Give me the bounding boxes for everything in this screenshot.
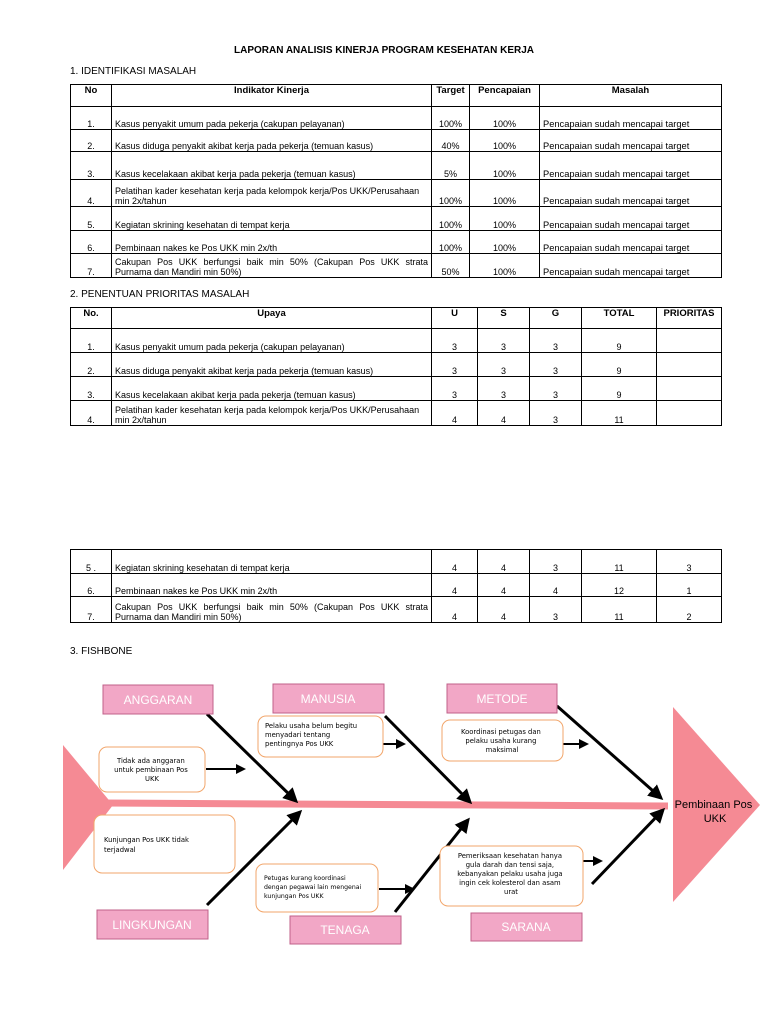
col-header-pencapaian: Pencapaian [470,85,540,107]
row-pencapaian: 100% [470,152,540,180]
identifikasi-masalah-table [70,84,722,278]
cause-line: Petugas kurang koordinasi [264,875,346,882]
category-label-anggaran: ANGGARAN [123,693,193,707]
row-no: 7. [71,597,112,623]
effect-line: Pembinaan Pos [674,799,753,811]
category-label-metode: METODE [476,692,528,706]
row-s: 4 [478,597,530,623]
table-row [71,574,722,597]
row-indikator: Pembinaan nakes ke Pos UKK min 2x/th [112,231,432,254]
row-total: 11 [582,401,657,426]
row-upaya: Kasus penyakit umum pada pekerja (cakupan pelayanan) [112,329,432,353]
row-no: 3. [71,377,112,401]
row-masalah: Pencapaian sudah mencapai target [540,254,722,278]
row-total: 11 [582,550,657,574]
col-header-no: No [71,85,112,107]
row-upaya: Kasus kecelakaan akibat kerja pada pekerja (temuan kasus) [112,377,432,401]
row-no: 4. [71,401,112,426]
table-row [71,130,722,152]
col-header-g: G [530,308,582,329]
category-label-sarana: SARANA [501,920,551,934]
row-no: 1. [71,329,112,353]
cause-line: untuk pembinaan Pos [114,766,188,774]
row-no: 5 . [71,550,112,574]
row-no: 3. [71,152,112,180]
cause-line: UKK [145,775,159,783]
col-header-prioritas: PRIORITAS [657,308,722,329]
col-header-s: S [478,308,530,329]
table-row [71,180,722,207]
row-target: 100% [432,107,470,130]
row-g: 3 [530,353,582,377]
report-title: LAPORAN ANALISIS KINERJA PROGRAM KESEHATAN KERJA [233,45,535,56]
cause-line: pelaku usaha kurang [465,737,537,745]
cause-line: gula darah dan tensi saja, [465,861,555,869]
table-row [71,231,722,254]
cause-line: Kunjungan Pos UKK tidak [104,836,189,844]
row-total: 9 [582,329,657,353]
row-s: 3 [478,353,530,377]
cause-box-lingkungan [94,815,235,873]
row-target: 40% [432,130,470,152]
col-header-u: U [432,308,478,329]
row-u: 4 [432,597,478,623]
row-masalah: Pencapaian sudah mencapai target [540,231,722,254]
row-g: 3 [530,401,582,426]
section-fishbone-heading: 3. FISHBONE [70,646,133,657]
cause-line: Pemeriksaan kesehatan hanya [457,852,562,860]
row-no: 2. [71,130,112,152]
cause-line: kebanyakan pelaku usaha juga [457,870,563,878]
row-g: 3 [530,377,582,401]
row-target: 5% [432,152,470,180]
table-row [71,597,722,623]
table-header-row [71,308,722,329]
row-indikator: Cakupan Pos UKK berfungsi baik min 50% (Cakupan Pos UKK strata Purnama dan Mandiri min 50%) [112,254,432,278]
table-row [71,254,722,278]
cause-line: Koordinasi petugas dan [461,728,541,736]
cause-line: kunjungan Pos UKK [264,893,324,900]
row-prioritas: 1 [657,574,722,597]
bone-metode [557,706,661,798]
row-g: 3 [530,550,582,574]
row-masalah: Pencapaian sudah mencapai target [540,130,722,152]
col-header-upaya: Upaya [112,308,432,329]
fishbone-spine [100,803,668,806]
table-row [71,377,722,401]
row-u: 3 [432,377,478,401]
row-u: 4 [432,401,478,426]
row-upaya: Pelatihan kader kesehatan kerja pada kelompok kerja/Pos UKK/Perusahaan min 2x/tahun [112,401,432,426]
row-pencapaian: 100% [470,231,540,254]
cause-line: menyadari tentang [265,731,331,739]
row-pencapaian: 100% [470,207,540,231]
row-no: 1. [71,107,112,130]
col-header-target: Target [432,85,470,107]
row-masalah: Pencapaian sudah mencapai target [540,207,722,231]
cause-line: terjadwal [104,846,136,854]
row-no: 4. [71,180,112,207]
row-prioritas [657,329,722,353]
table-header-row [71,85,722,107]
cause-line: pentingnya Pos UKK [265,740,334,748]
col-header-no: No. [71,308,112,329]
table-row [71,207,722,231]
row-total: 11 [582,597,657,623]
row-g: 4 [530,574,582,597]
col-header-masalah: Masalah [540,85,722,107]
col-header-total: TOTAL [582,308,657,329]
row-pencapaian: 100% [470,254,540,278]
row-indikator: Kasus diduga penyakit akibat kerja pada pekerja (temuan kasus) [112,130,432,152]
row-target: 100% [432,231,470,254]
row-u: 3 [432,353,478,377]
row-indikator: Pelatihan kader kesehatan kerja pada kelompok kerja/Pos UKK/Perusahaan min 2x/tahun [112,180,432,207]
row-no: 6. [71,574,112,597]
cause-line: dengan pegawai lain mengenai [264,884,362,891]
row-prioritas: 2 [657,597,722,623]
row-pencapaian: 100% [470,107,540,130]
category-label-tenaga: TENAGA [320,923,370,937]
row-total: 9 [582,377,657,401]
row-target: 100% [432,180,470,207]
row-u: 4 [432,550,478,574]
row-total: 12 [582,574,657,597]
table-row [71,329,722,353]
row-upaya: Cakupan Pos UKK berfungsi baik min 50% (Cakupan Pos UKK strata Purnama dan Mandiri min 50%) [112,597,432,623]
table-row [71,107,722,130]
table-row [71,152,722,180]
row-prioritas [657,401,722,426]
prioritas-masalah-table-continued [70,549,722,623]
row-target: 50% [432,254,470,278]
row-masalah: Pencapaian sudah mencapai target [540,107,722,130]
row-indikator: Kegiatan skrining kesehatan di tempat kerja [112,207,432,231]
row-masalah: Pencapaian sudah mencapai target [540,152,722,180]
row-u: 3 [432,329,478,353]
row-upaya: Kasus diduga penyakit akibat kerja pada pekerja (temuan kasus) [112,353,432,377]
section-identifikasi-heading: 1. IDENTIFIKASI MASALAH [70,66,197,77]
row-upaya: Pembinaan nakes ke Pos UKK min 2x/th [112,574,432,597]
row-s: 4 [478,550,530,574]
row-upaya: Kegiatan skrining kesehatan di tempat kerja [112,550,432,574]
fishbone-diagram [0,660,768,960]
category-label-lingkungan: LINGKUNGAN [112,918,192,932]
row-no: 5. [71,207,112,231]
row-indikator: Kasus penyakit umum pada pekerja (cakupan pelayanan) [112,107,432,130]
row-no: 2. [71,353,112,377]
cause-line: urat [504,888,518,896]
row-pencapaian: 100% [470,180,540,207]
row-s: 3 [478,377,530,401]
row-g: 3 [530,329,582,353]
row-s: 3 [478,329,530,353]
cause-line: maksimal [485,746,519,754]
table-row [71,353,722,377]
row-no: 6. [71,231,112,254]
row-g: 3 [530,597,582,623]
cause-line: Pelaku usaha belum begitu [265,722,358,730]
row-u: 4 [432,574,478,597]
col-header-indikator: Indikator Kinerja [112,85,432,107]
prioritas-masalah-table [70,307,722,426]
effect-line: UKK [703,813,727,825]
row-prioritas: 3 [657,550,722,574]
row-s: 4 [478,574,530,597]
cause-line: Tidak ada anggaran [117,757,185,765]
category-label-manusia: MANUSIA [300,692,356,706]
row-prioritas [657,377,722,401]
row-s: 4 [478,401,530,426]
table-row [71,401,722,426]
row-no: 7. [71,254,112,278]
section-prioritas-heading: 2. PENENTUAN PRIORITAS MASALAH [70,289,250,300]
row-masalah: Pencapaian sudah mencapai target [540,180,722,207]
row-indikator: Kasus kecelakaan akibat kerja pada pekerja (temuan kasus) [112,152,432,180]
row-target: 100% [432,207,470,231]
table-row [71,550,722,574]
cause-line: ingin cek kolesterol dan asam [459,879,561,887]
bone-sarana [592,810,663,884]
row-pencapaian: 100% [470,130,540,152]
row-prioritas [657,353,722,377]
row-total: 9 [582,353,657,377]
